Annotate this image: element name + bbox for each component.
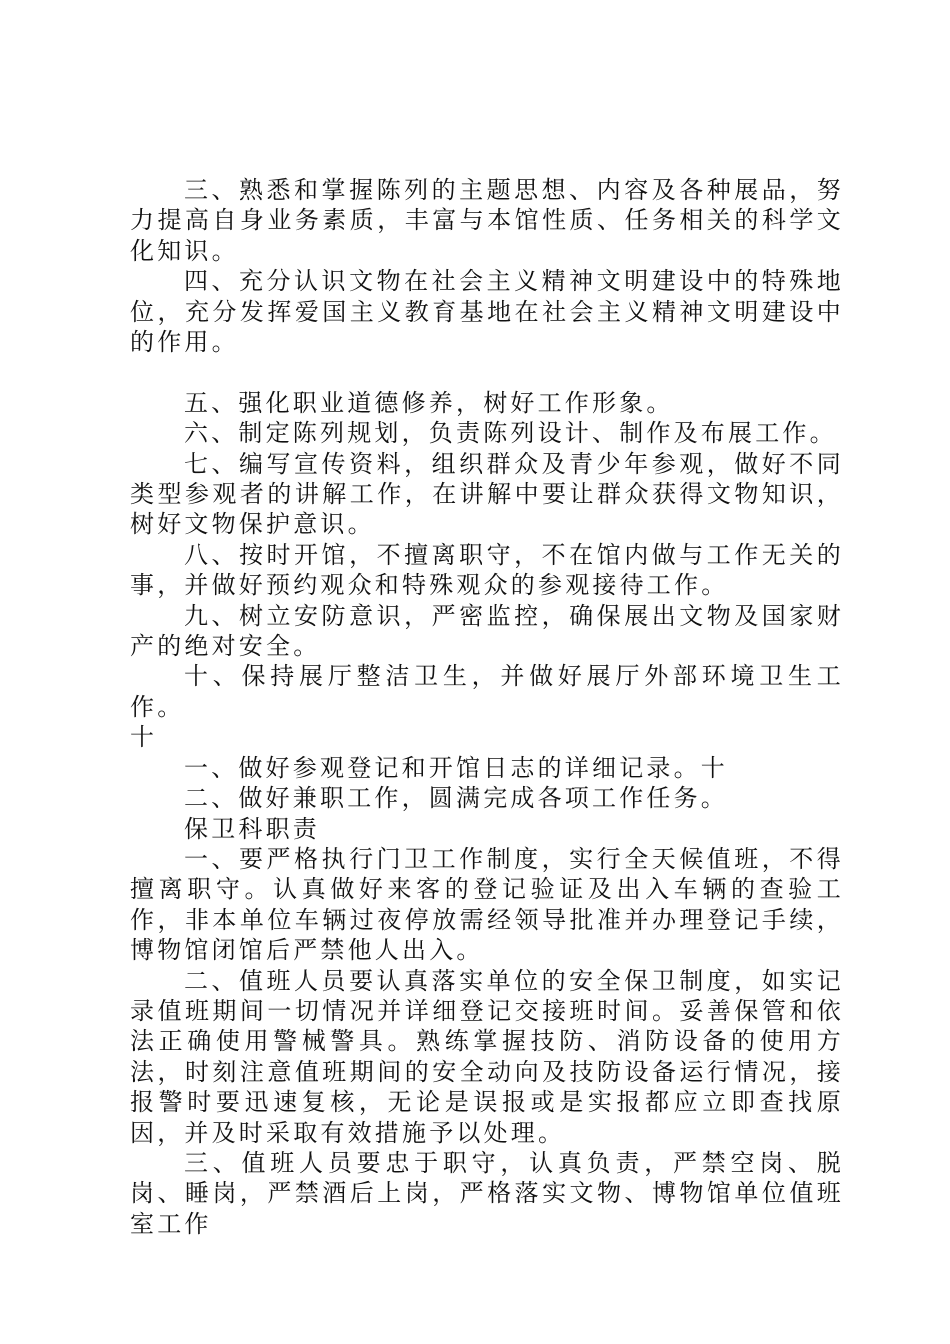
section-heading-security-duties: 保卫科职责 — [184, 814, 320, 843]
paragraph-security-1-guard-duty: 一、要严格执行门卫工作制度，实行全天候值班，不得擅离职守。认真做好来客的登记验证及出入车辆的查验工作，非本单位车辆过夜停放需经领导批准并办理登记手续，博物馆闭馆后严禁他人出入。 — [130, 844, 844, 965]
paragraph-security-2-safety-system: 二、值班人员要认真落实单位的安全保卫制度，如实记录值班期间一切情况并详细登记交接班时间。妥善保管和依法正确使用警械警具。熟练掌握技防、消防设备的使用方法，时刻注意值班期间的安全动向及技防设备运行情况，接报警时要迅速复核，无论是误报或是实报都应立即查找原因，并及时采取有效措施予以处理。 — [130, 966, 844, 1147]
paragraph-3-exhibit-knowledge: 三、熟悉和掌握陈列的主题思想、内容及各种展品，努力提高自身业务素质，丰富与本馆性质、任务相关的科学文化知识。 — [130, 176, 844, 265]
paragraph-6-exhibit-planning: 六、制定陈列规划，负责陈列设计、制作及布展工作。 — [184, 419, 837, 448]
paragraph-7-publicity-guiding: 七、编写宣传资料，组织群众及青少年参观，做好不同类型参观者的讲解工作，在讲解中要让群众获得文物知识，树好文物保护意识。 — [130, 449, 844, 539]
document-body — [130, 175, 844, 1239]
paragraph-4-cultural-relics-role: 四、充分认识文物在社会主义精神文明建设中的特殊地位，充分发挥爱国主义教育基地在社会主义精神文明建设中的作用。 — [130, 267, 844, 357]
paragraph-10-hall-hygiene: 十、保持展厅整洁卫生，并做好展厅外部环境卫生工作。 — [130, 662, 844, 721]
paragraph-fragment-ten: 十 — [130, 723, 158, 752]
paragraph-9-security-awareness: 九、树立安防意识，严密监控，确保展出文物及国家财产的绝对安全。 — [130, 601, 844, 661]
paragraph-12-part-time-work: 二、做好兼职工作，圆满完成各项工作任务。 — [184, 784, 728, 813]
paragraph-5-professional-ethics: 五、强化职业道德修养，树好工作形象。 — [184, 388, 674, 417]
blank-line — [130, 357, 844, 387]
paragraph-8-opening-hours: 八、按时开馆，不擅离职守，不在馆内做与工作无关的事，并做好预约观众和特殊观众的参观接待工作。 — [130, 540, 844, 600]
paragraph-security-3-duty-conduct: 三、值班人员要忠于职守，认真负责，严禁空岗、脱岗、睡岗，严禁酒后上岗，严格落实文物、博物馆单位值班室工作 — [130, 1148, 844, 1238]
paragraph-11-visit-records: 一、做好参观登记和开馆日志的详细记录。十 — [184, 753, 728, 782]
